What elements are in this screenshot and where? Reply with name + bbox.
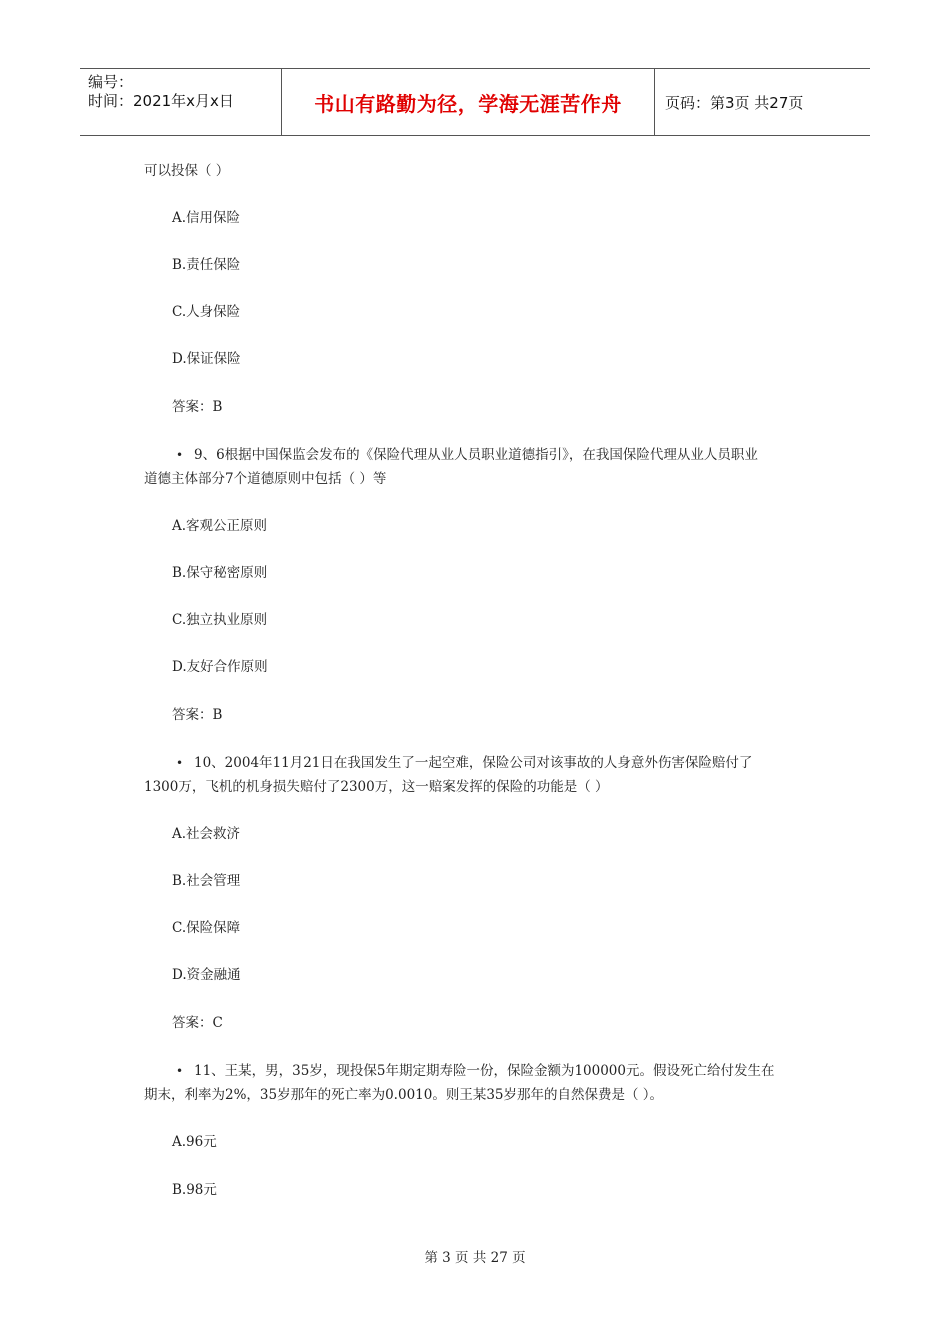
q10-option-c: C.保险保障: [172, 920, 241, 936]
question-11-line2: 期末，利率为2%，35岁那年的死亡率为0.0010。则王某35岁那年的自然保费是（ ）。: [144, 1087, 664, 1103]
question-9-line2: 道德主体部分7个道德原则中包括（ ）等: [144, 471, 387, 487]
page-footer: 第 3 页 共 27 页: [424, 1250, 526, 1266]
q11-option-b: B.98元: [172, 1182, 217, 1198]
q9-answer: 答案：B: [172, 707, 223, 723]
q9-option-c: C.独立执业原则: [172, 612, 268, 628]
question-8-tail: 可以投保（ ）: [144, 163, 230, 179]
q10-bullet: •: [176, 756, 184, 770]
q10-option-d: D.资金融通: [172, 967, 241, 983]
question-11-line1: 11、王某，男，35岁，现投保5年期定期寿险一份，保险金额为100000元。假设死亡给付发生在: [194, 1063, 775, 1079]
header-page-info: 页码：第3页 共27页: [665, 93, 804, 112]
q10-option-b: B.社会管理: [172, 873, 241, 889]
page-header: [80, 68, 870, 136]
q9-option-b: B.保守秘密原则: [172, 565, 268, 581]
q9-option-d: D.友好合作原则: [172, 659, 268, 675]
q11-option-a: A.96元: [172, 1134, 217, 1150]
question-10-line1: 10、2004年11月21日在我国发生了一起空难，保险公司对该事故的人身意外伤害保险赔付了: [194, 755, 753, 771]
q8-option-a: A.信用保险: [172, 210, 241, 226]
q8-option-d: D.保证保险: [172, 351, 241, 367]
date-line: 时间：2021年x月x日: [88, 92, 234, 110]
q10-option-a: A.社会救济: [172, 826, 241, 842]
q9-option-a: A.客观公正原则: [172, 518, 268, 534]
question-10-line2: 1300万，飞机的机身损失赔付了2300万，这一赔案发挥的保险的功能是（ ）: [144, 779, 609, 795]
serial-label: 编号：: [88, 73, 134, 91]
header-meta: [80, 69, 282, 135]
q8-option-b: B.责任保险: [172, 257, 241, 273]
q9-bullet: •: [176, 448, 184, 462]
header-motto: 书山有路勤为径，学海无涯苦作舟: [282, 69, 655, 135]
q11-bullet: •: [176, 1064, 184, 1078]
q8-answer: 答案：B: [172, 399, 223, 415]
q10-answer: 答案：C: [172, 1015, 223, 1031]
q8-option-c: C.人身保险: [172, 304, 241, 320]
question-9-line1: 9、6根据中国保监会发布的《保险代理从业人员职业道德指引》，在我国保险代理从业人员职业: [194, 447, 758, 463]
